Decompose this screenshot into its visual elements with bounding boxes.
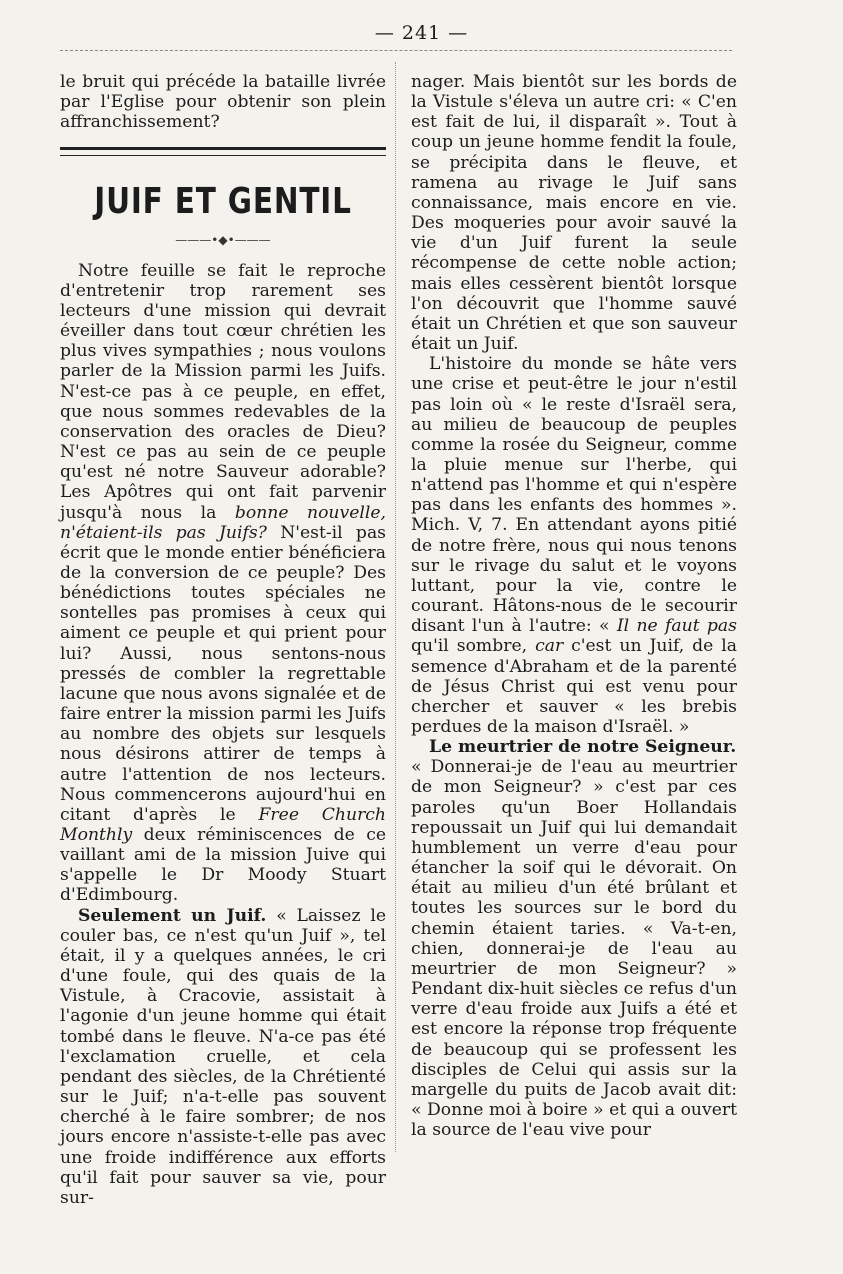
- page-number: — 241 —: [374, 22, 469, 44]
- paragraph-histoire: L'histoire du monde se hâte vers une crise et peut-être le jour n'estil pas loin où « le reste d'Israël sera, au milieu de beaucoup de peuples comme la rosée du Seigneur, comme la pluie menue sur l'herbe, qui n'attend pas l'homme et qui n'espère pas dans les enfants des hommes ». Mich. V, 7. En attendant ayons pitié de notre frère, nous qui nous tenons sur le rivage du salut et le voyons luttant, pour la vie, contre le courant. Hâtons-nous de le secourir disant l'un à l'autre: « Il ne faut pas qu'il sombre, car c'est un Juif, de la semence d'Abraham et de la parenté de Jésus Christ qui est venu pour chercher et sauver « les brebis perdues de la maison d'Israël. »: [411, 354, 738, 737]
- heading-meurtrier: Le meurtrier de notre Seigneur.: [429, 737, 737, 758]
- paragraph-meurtrier-body: « Donnerai-je de l'eau au meurtrier de mon Seigneur? » c'est par ces paroles qu'un Boer Hollandais repoussait un Juif qui lui demandait humblement un verre d'eau pour étancher la soif qui le dévorait. On était au milieu d'un été brûlant et toutes les sources sur le bord du chemin étaient taries. « Va-t-en, chien, donnerai-je de l'eau au meurtrier de mon Seigneur? » Pendant dix-huit siècles ce refus d'un verre d'eau froide aux Juifs a été et est encore la réponse trop fréquente de beaucoup qui se professent les disciples de Celui qui assis sur la margelle du puits de Jacob avait dit: « Donne moi à boire » et qui a ouvert la source de l'eau vive pour: [411, 757, 737, 1141]
- paragraph-seulement-un-juif: Seulement un Juif. « Laissez le couler bas, ce n'est qu'un Juif », tel était, il y a quelques années, le cri d'une foule, qui des quais de la Vistule, à Cracovie, assistait à l'agonie d'un jeune homme qui était tombé dans le fleuve. N'a-ce pas été l'exclamation cruelle, et cela pendant des siècles, de la Chrétienté sur le Juif; n'a-t-elle pas souvent cherché à le faire sombrer; de nos jours encore n'assiste-t-elle pas avec une froide indifférence aux efforts qu'il fait pour sauver sa vie, pour sur-: [60, 905, 386, 1208]
- paragraph-continuation: nager. Mais bientôt sur les bords de la Vistule s'éleva un autre cri: « C'en est fait de lui, il disparaît ». Tout à coup un jeune homme fendit la foule, se précipita dans le fleuve, et ramena au rivage le Juif sans connaissance, mais encore en vie. Des moqueries pour avoir sauvé la vie d'un Juif furent la seule récompense de cette noble action; mais elles cessèrent bientôt lorsque l'on découvrit que l'homme sauvé était un Chrétien et que son sauveur était un Juif.: [411, 72, 737, 355]
- paragraph-mission: Notre feuille se fait le reproche d'entretenir trop rarement ses lecteurs d'une mission qui devrait éveiller dans tout cœur chrétien les plus vives sympathies ; nous voulons parler de la Mission parmi les Juifs. N'est-ce pas à ce peuple, en effet, que nous sommes redevables de la conservation des oracles de Dieu? N'est ce pas au sein de ce peuple qu'est né notre Sauveur adorable? Les Apôtres qui ont fait parvenir jusqu'à nous la bonne nouvelle, n'étaient-ils pas Juifs? N'est-il pas écrit que le monde entier bénéficiera de la conversion de ce peuple? Des bénédictions toutes spéciales ne sontelles pas promises à ceux qui aiment ce peuple et qui prient pour lui? Aussi, nous sentons-nous pressés de combler la regrettable lacune que nous avons signalée et de faire entrer la mission parmi les Juifs au nombre des objets sur lesquels nous désirons attirer de temps à autre l'attention de nos lecteurs. Nous commencerons aujourd'hui en citant d'après le Free Church Monthly deux réminiscences de ce vaillant ami de la mission Juive qui s'appelle le Dr Moody Stuart d'Edimbourg.: [60, 260, 387, 906]
- right-column: [411, 72, 737, 1140]
- title-ornament: ———•◆•———: [175, 233, 271, 248]
- heading-seulement-un-juif: Seulement un Juif.: [78, 905, 267, 926]
- left-column: [60, 72, 386, 1208]
- header-rule: [60, 50, 732, 51]
- intro-paragraph: le bruit qui précéde la bataille livrée par l'Eglise pour obtenir son plein affranchissement?: [60, 72, 386, 133]
- column-divider: [395, 62, 396, 1152]
- article-title: JUIF ET GENTIL: [94, 181, 352, 223]
- section-rule: [60, 147, 386, 156]
- paragraph-meurtrier: [411, 737, 737, 757]
